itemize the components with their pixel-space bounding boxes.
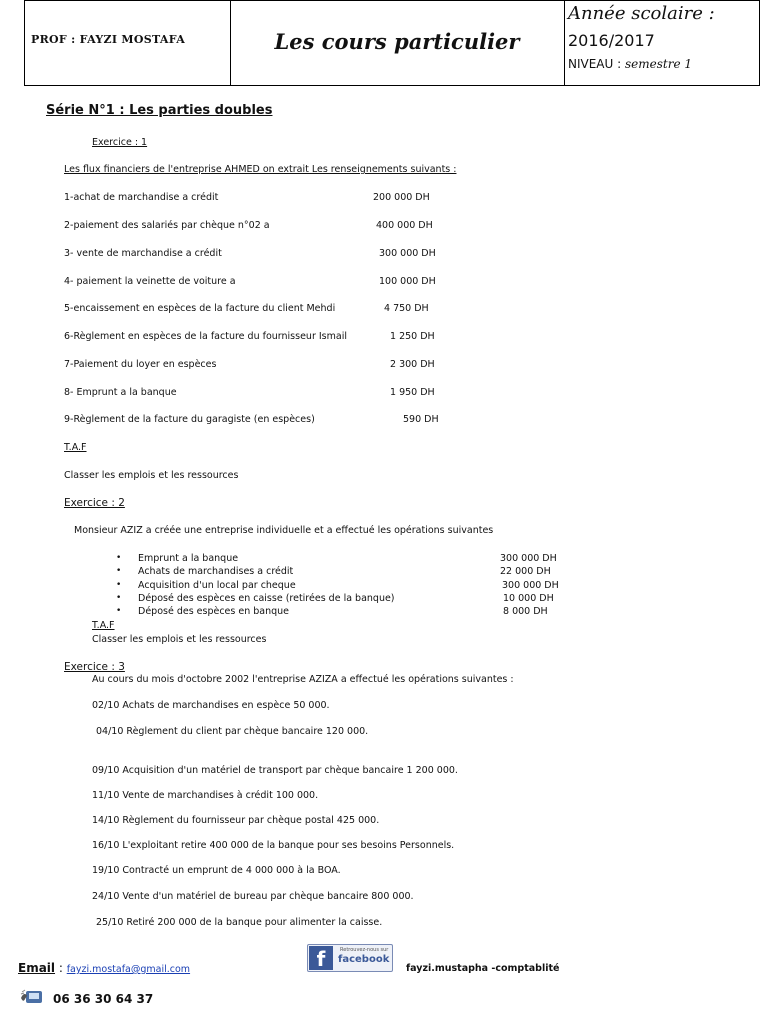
ex2-item-amount: 300 000 DH (502, 580, 559, 591)
bullet: • (116, 566, 122, 576)
ex1-task: Classer les emplois et les ressources (64, 470, 239, 481)
ex2-item-label: Emprunt a la banque (138, 553, 239, 564)
facebook-wordmark: facebook (338, 954, 390, 965)
serie-title: Série N°1 : Les parties doubles (46, 103, 273, 118)
bullet: • (116, 553, 122, 563)
ex3-intro: Au cours du mois d'octobre 2002 l'entreprise AZIZA a effectué les opérations suivantes : (92, 674, 514, 685)
ex3-item: 24/10 Vente d'un matériel de bureau par chèque bancaire 800 000. (92, 891, 414, 902)
ex3-item: 02/10 Achats de marchandises en espèce 50 000. (92, 700, 330, 711)
ex1-item-label: 1-achat de marchandise a crédit (64, 192, 219, 203)
phone-icon (20, 988, 44, 1006)
ex1-item-label: 2-paiement des salariés par chèque n°02 a (64, 220, 270, 231)
niveau (568, 57, 692, 71)
niveau-label: NIVEAU : (568, 57, 622, 71)
ex1-item-amount: 300 000 DH (379, 248, 436, 259)
ex3-item: 09/10 Acquisition d'un matériel de transport par chèque bancaire 1 200 000. (92, 765, 458, 776)
ex2-item-amount: 10 000 DH (503, 593, 554, 604)
ex1-taf: T.A.F (64, 442, 87, 453)
ex3-item: 04/10 Règlement du client par chèque bancaire 120 000. (96, 726, 369, 737)
prof-name: PROF : FAYZI MOSTAFA (31, 33, 186, 46)
ex1-item-label: 9-Règlement de la facture du garagiste (en espèces) (64, 414, 315, 425)
ex1-title: Exercice : 1 (92, 137, 148, 148)
ex2-intro: Monsieur AZIZ a créée une entreprise individuelle et a effectué les opérations suivantes (74, 525, 494, 536)
ex3-item: 11/10 Vente de marchandises à crédit 100 000. (92, 790, 319, 801)
ex2-item-amount: 8 000 DH (503, 606, 548, 617)
ex1-item-amount: 1 250 DH (390, 331, 435, 342)
footer-email (18, 961, 190, 975)
ex3-item: 19/10 Contracté un emprunt de 4 000 000 à la BOA. (92, 865, 341, 876)
ex1-item-amount: 1 950 DH (390, 387, 435, 398)
ex1-item-amount: 400 000 DH (376, 220, 433, 231)
annee-label: Année scolaire : (568, 3, 715, 24)
ex1-item-label: 4- paiement la veinette de voiture a (64, 276, 236, 287)
header-table (24, 0, 760, 86)
header-cell-prof (25, 1, 231, 85)
ex2-item-label: Acquisition d'un local par cheque (138, 580, 296, 591)
ex1-intro: Les flux financiers de l'entreprise AHMED on extrait Les renseignements suivants : (64, 164, 457, 175)
ex2-item-label: Déposé des espèces en caisse (retirées de la banque) (138, 593, 395, 604)
ex3-item: 16/10 L'exploitant retire 400 000 de la banque pour ses besoins Personnels. (92, 840, 455, 851)
ex1-item-label: 5-encaissement en espèces de la facture du client Mehdi (64, 303, 336, 314)
ex3-item: 14/10 Règlement du fournisseur par chèque postal 425 000. (92, 815, 380, 826)
facebook-page-name: fayzi.mustapha -comptablité (406, 963, 560, 974)
facebook-small-text: Retrouvez-nous sur (340, 947, 389, 953)
facebook-icon: f (309, 946, 333, 970)
facebook-badge[interactable] (307, 944, 393, 972)
email-link[interactable]: fayzi.mostafa@gmail.com (66, 964, 191, 975)
ex3-title: Exercice : 3 (64, 661, 125, 673)
ex1-item-amount: 2 300 DH (390, 359, 435, 370)
ex1-item-amount: 590 DH (403, 414, 439, 425)
ex1-item-label: 6-Règlement en espèces de la facture du fournisseur Ismail (64, 331, 347, 342)
header-cell-year (564, 1, 759, 85)
school-year: 2016/2017 (568, 31, 655, 50)
bullet: • (116, 580, 122, 590)
course-title: Les cours particulier (274, 29, 520, 54)
ex2-item-amount: 300 000 DH (500, 553, 557, 564)
ex1-item-label: 7-Paiement du loyer en espèces (64, 359, 217, 370)
ex3-item: 25/10 Retiré 200 000 de la banque pour alimenter la caisse. (96, 917, 383, 928)
ex1-item-amount: 200 000 DH (373, 192, 430, 203)
ex1-item-amount: 4 750 DH (384, 303, 429, 314)
bullet: • (116, 593, 122, 603)
email-label: Email (18, 961, 56, 975)
bullet: • (116, 606, 122, 616)
ex2-title: Exercice : 2 (64, 497, 125, 509)
ex1-item-label: 3- vente de marchandise a crédit (64, 248, 222, 259)
email-separator: : (55, 961, 67, 975)
ex1-item-amount: 100 000 DH (379, 276, 436, 287)
ex2-item-amount: 22 000 DH (500, 566, 551, 577)
ex2-item-label: Déposé des espèces en banque (138, 606, 290, 617)
ex1-item-label: 8- Emprunt a la banque (64, 387, 177, 398)
header-cell-title (230, 1, 565, 85)
niveau-value: semestre 1 (624, 57, 692, 71)
ex2-task: Classer les emplois et les ressources (92, 634, 267, 645)
ex2-item-label: Achats de marchandises a crédit (138, 566, 294, 577)
ex2-taf: T.A.F (92, 620, 115, 631)
phone-number: 06 36 30 64 37 (53, 992, 154, 1006)
